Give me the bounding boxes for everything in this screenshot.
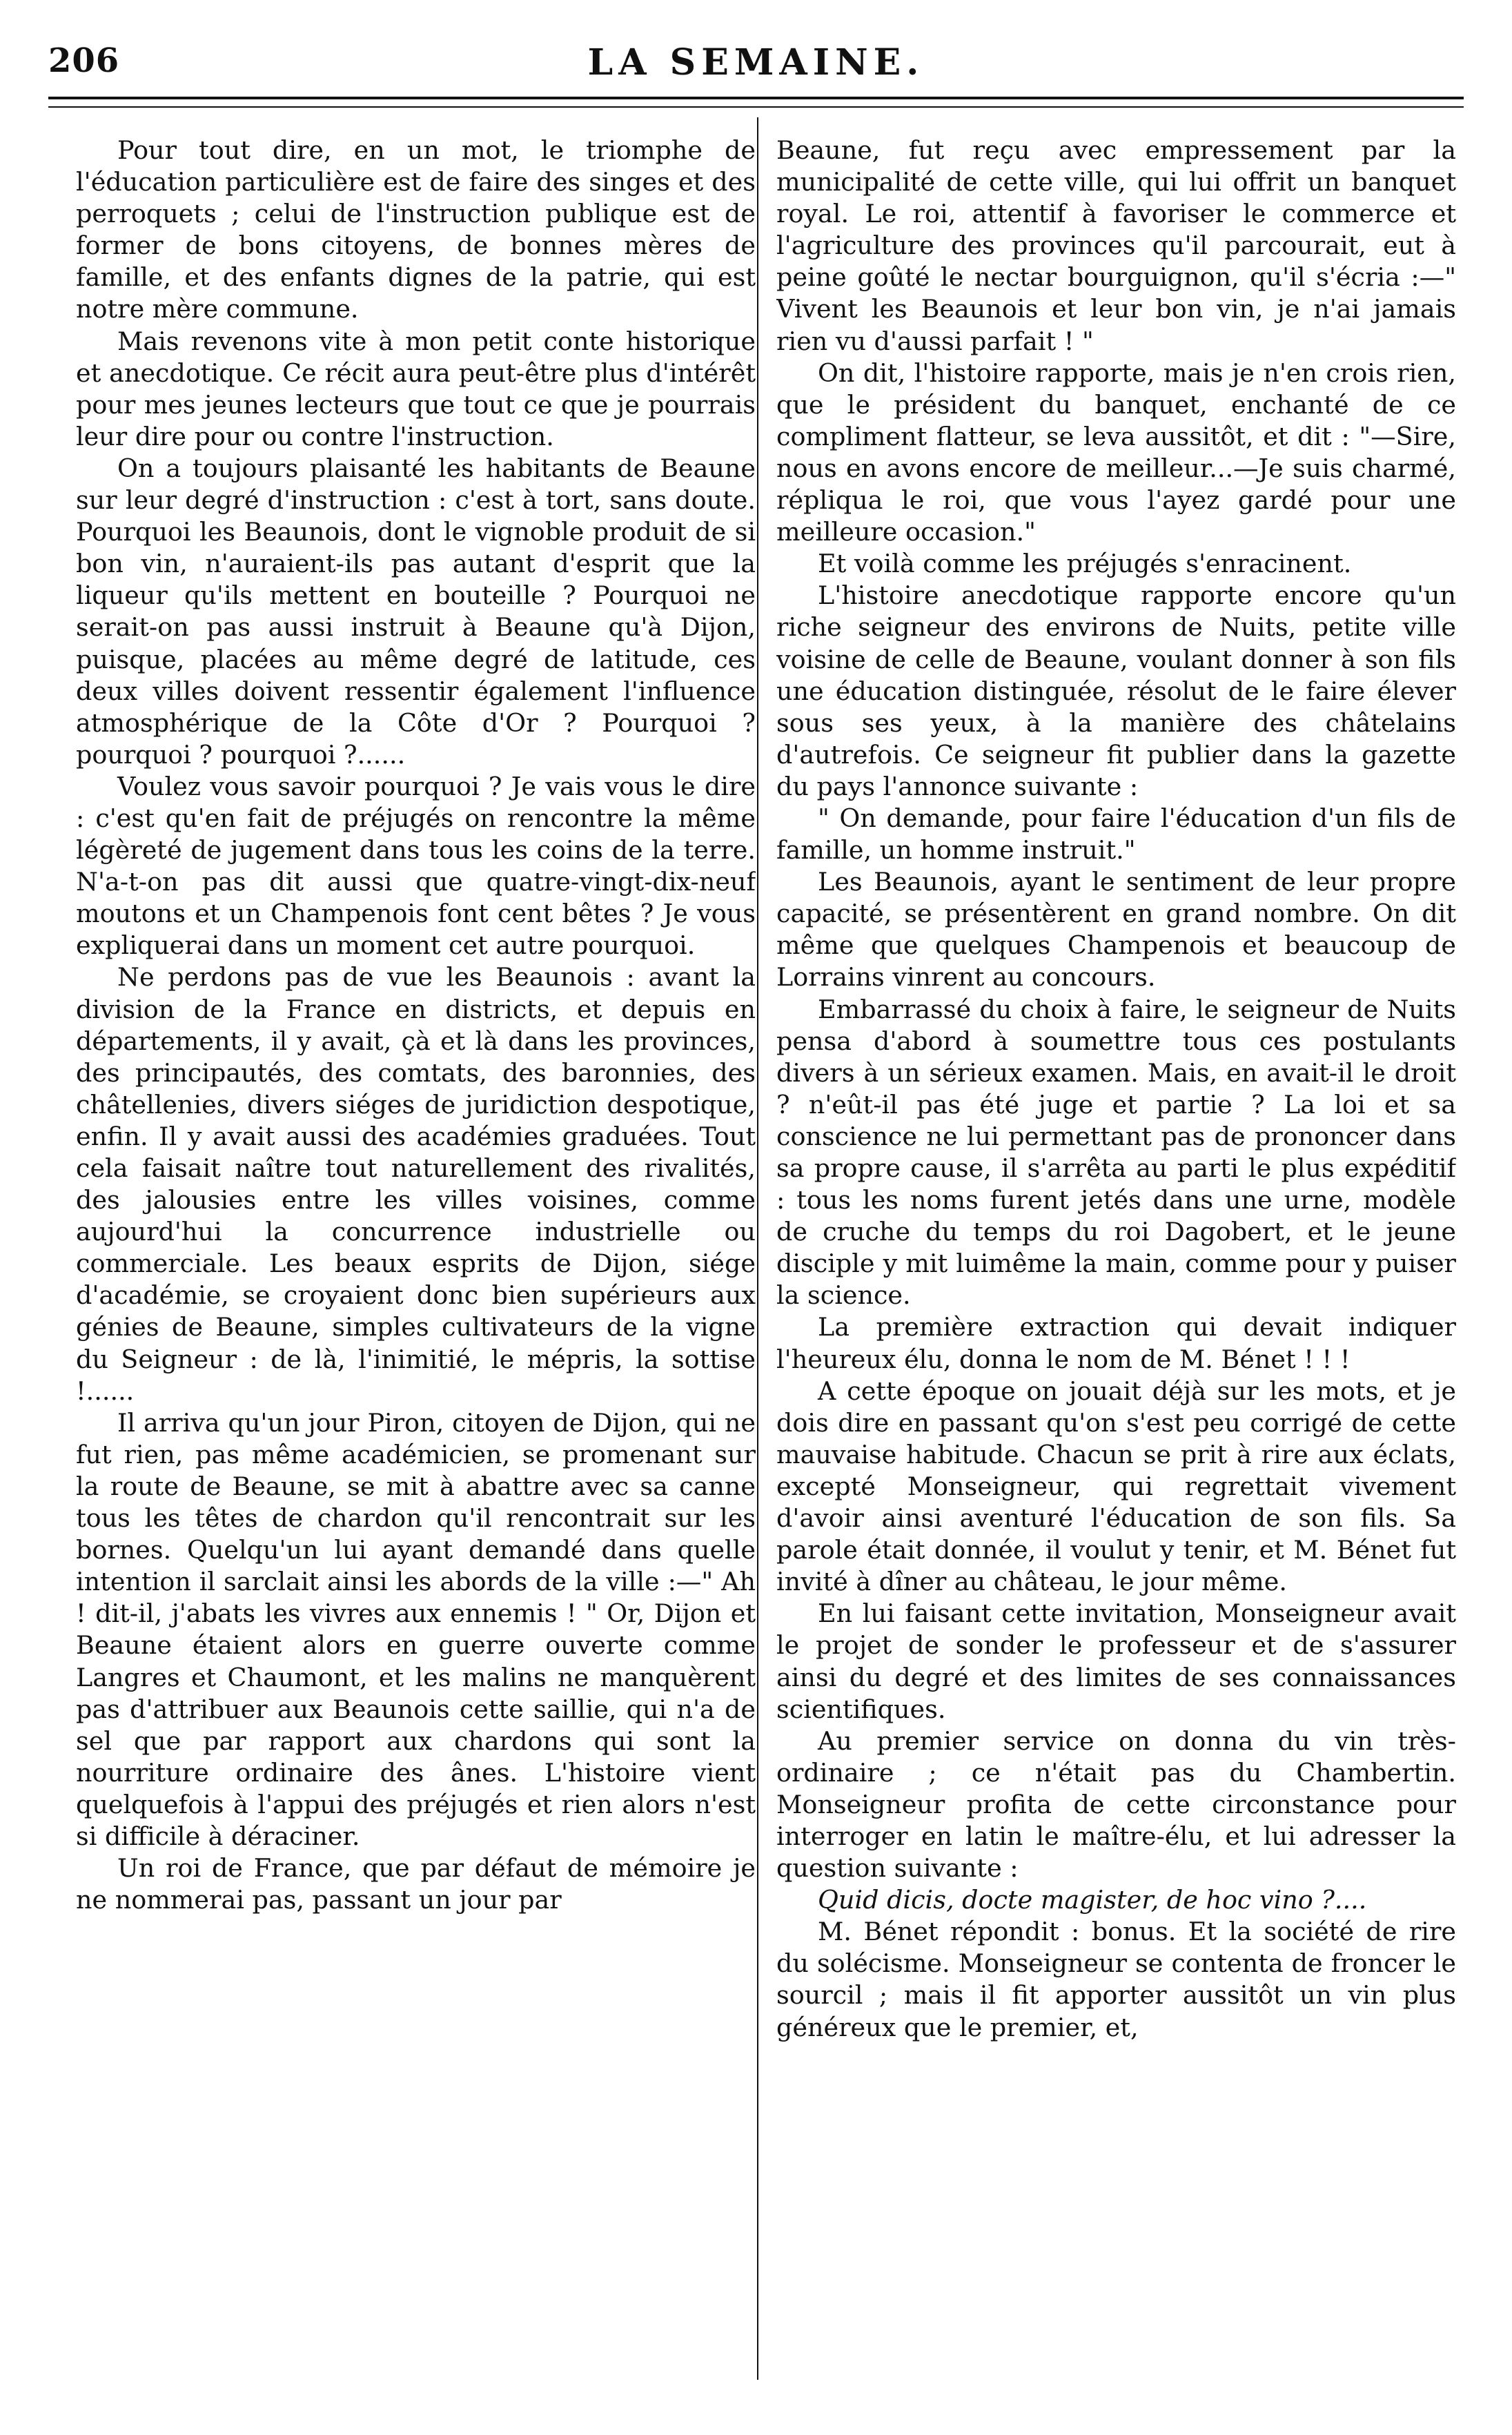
right-column <box>776 135 1456 2387</box>
paragraph: M. Bénet répondit : bonus. Et la société de rire du solécisme. Monseigneur se contenta de froncer le sourcil ; mais il fit apporter aussitôt un vin plus généreux que le premier, et, <box>776 1917 1456 2042</box>
page-number: 206 <box>48 41 120 80</box>
header-rule-thin <box>48 106 1464 108</box>
paragraph: Embarrassé du choix à faire, le seigneur de Nuits pensa d'abord à soumettre tous ces postulants divers à un sérieux examen. Mais, en avait-il le droit ? n'eût-il pas été juge et partie ? La loi et sa conscience ne lui permettant pas de prononcer dans sa propre cause, il s'arrêta au parti le plus expéditif : tous les noms furent jetés dans une urne, modèle de cruche du temps du roi Dagobert, et le jeune disciple y mit luimême la main, comme pour y puiser la science. <box>776 994 1456 1311</box>
journal-title: LA SEMAINE. <box>587 41 925 84</box>
paragraph: Mais revenons vite à mon petit conte historique et anecdotique. Ce récit aura peut-être plus d'intérêt pour mes jeunes lecteurs que tout ce que je pourrais leur dire pour ou contre l'instruction. <box>76 326 756 451</box>
paragraph: Un roi de France, que par défaut de mémoire je ne nommerai pas, passant un jour par <box>76 1853 756 1915</box>
paragraph: La première extraction qui devait indiquer l'heureux élu, donna le nom de M. Bénet ! ! ! <box>776 1312 1456 1374</box>
column-divider <box>757 117 758 2380</box>
paragraph: En lui faisant cette invitation, Monseigneur avait le projet de sonder le professeur et de s'assurer ainsi du degré et des limites de ses connaissances scientifiques. <box>776 1598 1456 1724</box>
paragraph: Beaune, fut reçu avec empressement par la municipalité de cette ville, qui lui offrit un banquet royal. Le roi, attentif à favoriser le commerce et l'agriculture des provinces qu'il parcourait, eut à peine goûté le nectar bourguignon, qu'il s'écria :—" Vivent les Beaunois et leur bon vin, je n'ai jamais rien vu d'aussi parfait ! " <box>776 135 1456 356</box>
paragraph: Voulez vous savoir pourquoi ? Je vais vous le dire : c'est qu'en fait de préjugés on rencontre la même légèreté de jugement dans tous les coins de la terre. N'a-t-on pas dit aussi que quatre-vingt-dix-neuf moutons et un Champenois font cent bêtes ? Je vous expliquerai dans un moment cet autre pourquoi. <box>76 771 756 961</box>
paragraph: Pour tout dire, en un mot, le triomphe de l'éducation particulière est de faire des singes et des perroquets ; celui de l'instruction publique est de former de bons citoyens, de bonnes mères de famille, et des enfants dignes de la patrie, qui est notre mère commune. <box>76 135 756 324</box>
paragraph: Les Beaunois, ayant le sentiment de leur propre capacité, se présentèrent en grand nombre. On dit même que quelques Champenois et beaucoup de Lorrains vinrent au concours. <box>776 867 1456 992</box>
paragraph: On a toujours plaisanté les habitants de Beaune sur leur degré d'instruction : c'est à tort, sans doute. Pourquoi les Beaunois, dont le vignoble produit de si bon vin, n'auraient-ils pas autant d'esprit que la liqueur qu'ils mettent en bouteille ? Pourquoi ne serait-on pas aussi instruit à Beaune qu'à Dijon, puisque, placées au même degré de latitude, ces deux villes doivent ressentir également l'influence atmosphérique de la Côte d'Or ? Pourquoi ? pourquoi ? pourquoi ?...... <box>76 453 756 770</box>
paragraph: Ne perdons pas de vue les Beaunois : avant la division de la France en districts, et depuis en départements, il y avait, çà et là dans les provinces, des principautés, des comtats, des baronnies, des châtellenies, divers siéges de juridiction despotique, enfin. Il y avait aussi des académies graduées. Tout cela faisait naître tout naturellement des rivalités, des jalousies entre les villes voisines, comme aujourd'hui la concurrence industrielle ou commerciale. Les beaux esprits de Dijon, siége d'académie, se croyaient donc bien supérieurs aux génies de Beaune, simples cultivateurs de la vigne du Seigneur : de là, l'inimitié, le mépris, la sottise !...... <box>76 962 756 1406</box>
paragraph: Quid dicis, docte magister, de hoc vino ?.... <box>818 1885 1367 1915</box>
left-column <box>76 135 756 2387</box>
paragraph: L'histoire anecdotique rapporte encore qu'un riche seigneur des environs de Nuits, petite ville voisine de celle de Beaune, voulant donner à son fils une éducation distinguée, résolut de le faire élever sous ses yeux, à la manière des châtelains d'autrefois. Ce seigneur fit publier dans la gazette du pays l'annonce suivante : <box>776 580 1456 801</box>
paragraph: " On demande, pour faire l'éducation d'un fils de famille, un homme instruit." <box>776 803 1456 866</box>
header-rule <box>48 97 1464 99</box>
paragraph: Au premier service on donna du vin très-ordinaire ; ce n'était pas du Chambertin. Monseigneur profita de cette circonstance pour interroger en latin le maître-élu, et lui adresser la question suivante : <box>776 1725 1456 1884</box>
paragraph: Et voilà comme les préjugés s'enracinent. <box>818 549 1352 579</box>
paragraph: Il arriva qu'un jour Piron, citoyen de Dijon, qui ne fut rien, pas même académicien, se promenant sur la route de Beaune, se mit à abattre avec sa canne tous les têtes de chardon qu'il rencontrait sur les bornes. Quelqu'un lui ayant demandé dans quelle intention il sarclait ainsi les abords de la ville :—" Ah ! dit-il, j'abats les vivres aux ennemis ! " Or, Dijon et Beaune étaient alors en guerre ouverte comme Langres et Chaumont, et les malins ne manquèrent pas d'attribuer aux Beaunois cette saillie, qui n'a de sel que par rapport aux chardons qui sont la nourriture ordinaire des ânes. L'histoire vient quelquefois à l'appui des préjugés et rien alors n'est si difficile à déraciner. <box>76 1407 756 1851</box>
paragraph: On dit, l'histoire rapporte, mais je n'en crois rien, que le président du banquet, enchanté de ce compliment flatteur, se leva aussitôt, et dit : "—Sire, nous en avons encore de meilleur...—Je suis charmé, répliqua le roi, que vous l'ayez gardé pour une meilleure occasion." <box>776 358 1456 547</box>
paragraph: A cette époque on jouait déjà sur les mots, et je dois dire en passant qu'on s'est peu corrigé de cette mauvaise habitude. Chacun se prit à rire aux éclats, excepté Monseigneur, qui regrettait vivement d'avoir ainsi aventuré l'éducation de son fils. Sa parole était donnée, il voulut y tenir, et M. Bénet fut invité à dîner au château, le jour même. <box>776 1376 1456 1597</box>
page-header <box>48 41 1464 90</box>
